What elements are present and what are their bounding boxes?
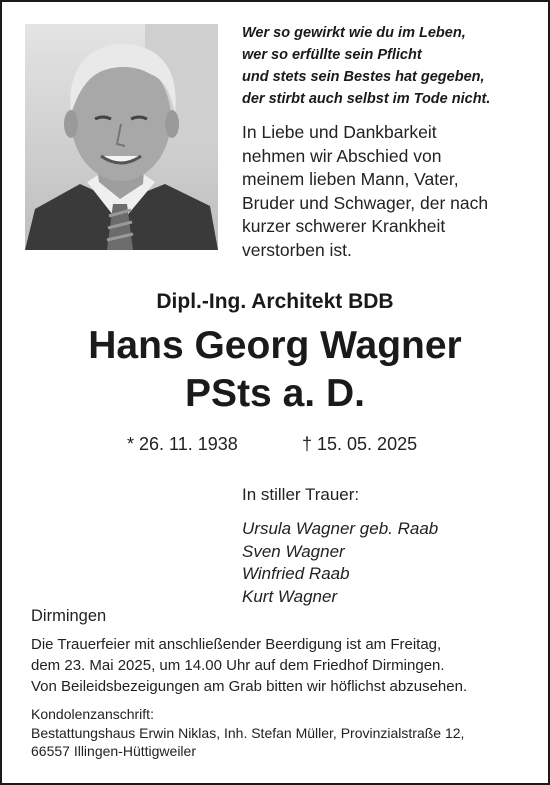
name-line: Hans Georg Wagner	[88, 324, 462, 367]
mourners-list	[242, 518, 438, 608]
condolence-line: Kondolenzanschrift:	[31, 706, 154, 722]
intro-line: verstorben ist.	[242, 239, 352, 260]
condolence-address	[31, 705, 531, 761]
name-line: PSts a. D.	[185, 372, 365, 415]
deceased-name	[0, 322, 550, 418]
mourner-name: Ursula Wagner geb. Raab	[242, 519, 439, 538]
poem-line: der stirbt auch selbst im Tode nicht.	[242, 91, 491, 107]
intro-line: meinem lieben Mann, Vater,	[242, 169, 459, 189]
poem-line: Wer so gewirkt wie du im Leben,	[242, 25, 466, 41]
condolence-line: 66557 Illingen-Hüttigweiler	[31, 743, 196, 759]
notice-line: dem 23. Mai 2025, um 14.00 Uhr auf dem Friedhof Dirmingen.	[31, 657, 445, 674]
deceased-title: Dipl.-Ing. Architekt BDB	[156, 290, 394, 313]
intro-line: Bruder und Schwager, der nach	[242, 192, 489, 213]
mourner-name: Winfried Raab	[242, 564, 350, 583]
poem-line: wer so erfüllte sein Pflicht	[242, 47, 422, 63]
notice-line: Die Trauerfeier mit anschließender Beerdigung ist am Freitag,	[31, 636, 442, 653]
mourners-label: In stiller Trauer:	[242, 485, 360, 504]
intro-line: nehmen wir Abschied von	[242, 145, 442, 166]
place-name: Dirmingen	[31, 607, 107, 625]
poem-line: und stets sein Bestes hat gegeben,	[242, 69, 485, 85]
portrait-photo	[25, 24, 218, 250]
birth-date: * 26. 11. 1938	[127, 434, 238, 454]
funeral-notice	[31, 634, 531, 697]
intro-line: In Liebe und Dankbarkeit	[242, 122, 437, 142]
condolence-line: Bestattungshaus Erwin Niklas, Inh. Stefan Müller, Provinzialstraße 12,	[31, 724, 465, 741]
notice-line: Von Beileidsbezeigungen am Grab bitten wir höflichst abzusehen.	[31, 678, 468, 695]
mourner-name: Sven Wagner	[242, 541, 345, 561]
intro-text	[242, 121, 532, 262]
mourner-name: Kurt Wagner	[242, 586, 338, 606]
intro-line: kurzer schwerer Krankheit	[242, 216, 446, 236]
death-date: † 15. 05. 2025	[302, 434, 418, 454]
poem-verse	[242, 22, 532, 110]
